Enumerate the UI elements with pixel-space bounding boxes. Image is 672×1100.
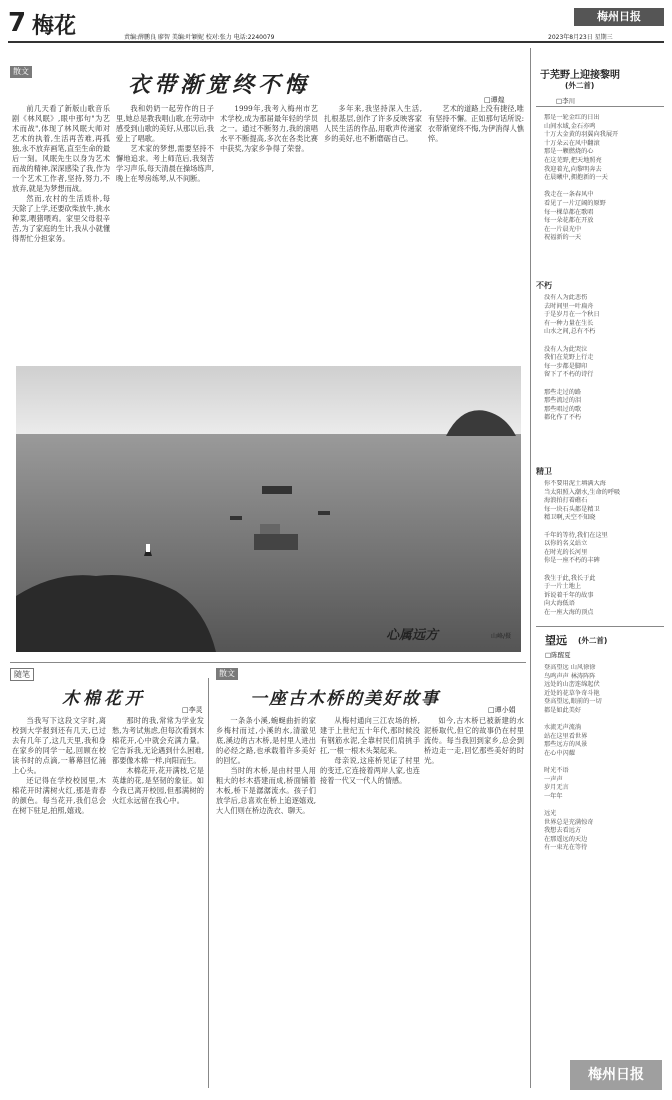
page-header (8, 6, 664, 42)
article1-title: 衣带渐宽终不悔 (128, 72, 311, 98)
article1-paragraph: 前几天看了新版山歌音乐剧《林风眠》,眼中那句"为艺术而战",体现了林风眠大师对艺术的执着,生活再苦难,再孤独,永不放弃画笔,直至生命的最后一刻。风眠先生以身为艺术而战的精神,深深感染了我,作为一个艺术工作者,坚持,努力,不放弃,就是为梦想而战。 (12, 104, 110, 193)
poem4-subtitle: (外二首) (578, 636, 608, 645)
article2-author: □李灵 (182, 706, 203, 714)
article3-title: 一座古木桥的美好故事 (250, 689, 440, 709)
article3-paragraph: 母亲说,这座桥见证了村里的变迁,它连接着两岸人家,也连接着一代又一代人的情感。 (320, 756, 420, 785)
article3-paragraph: 一条条小溪,蜿蜒曲折的家乡梅村而过,小溪的水,清澈见底,溪边的古木桥,是村里人进出的必经之路,也承载着许多美好的回忆。 (216, 716, 316, 765)
article1-tag: 散文 (10, 66, 32, 78)
article1-paragraph: 1999年,我考入梅州市艺术学校,成为那届最年轻的学员之一。通过不断努力,我的演唱水平不断提高,多次在各类比赛中获奖,为家乡争得了荣誉。 (220, 104, 318, 153)
article2-title: 木棉花开 (62, 689, 146, 709)
article1-paragraph: 我和奶奶一起劳作的日子里,她总是教我唱山歌,在劳动中感受到山歌的美好,从那以后,我爱上了唱歌。 (116, 104, 214, 143)
header-rule (8, 41, 664, 43)
article2-paragraph: 那时的我,常常为学业发愁,为考试焦虑,但每次看到木棉花开,心中就会充满力量。它告诉我,无论遇到什么困难,都要像木棉一样,向阳而生。 (112, 716, 204, 765)
article1-col4 (324, 104, 422, 354)
poem4-author: □陈醒夏 (545, 651, 571, 659)
article1-paragraph: 艺术的道路上没有捷径,唯有坚持不懈。正如那句话所说:衣带渐宽终不悔,为伊消得人憔悴。 (428, 104, 524, 143)
article1-paragraph: 多年来,我坚持深入生活,扎根基层,创作了许多反映客家人民生活的作品,用歌声传递家乡的美好,也不断磨砺自己。 (324, 104, 422, 143)
photo-graphic (16, 366, 521, 652)
article2-col2 (112, 716, 204, 1096)
editor-credits: 责编:薛鹏良 廖智 美编:叶颖妮 校对:张力 电话:2240079 (124, 34, 275, 41)
poem-rule (536, 106, 664, 107)
newspaper-logo: 梅州日报 (574, 8, 664, 26)
poem-stanza: 登高望远 山风徐徐 鸟鸣声声 林涛阵阵 远处的山峦连绵起伏 近处的花草争奇斗艳 登高望远,眼前的一切 都是如此美好 水流无声流淌 站在这里看世界 那些远方的风景 在心中闪耀 时光不语 一声声 岁月无言 一年年 远光 世界总是充满惊奇 我想去看远方 在那遥远的天边 有一束光在等待 (544, 664, 602, 852)
poem-stanza: 那是一轮金红的日出 山间水域,金石亦鸣 十万大金黄的羽翼向我展开 十万朵云在风中翻滚 那是一颗燃烧的心 在这芜野,把天地照亮 我迎着光,向黎明奔去 在晨曦中,拥抱新的一天 我走在一条春风中 看见了一片辽阔的原野 每一棵草都在歌唱 每一朵花都在开放 在一片晨光中 祝福新的一天 (544, 114, 619, 242)
article3-col3 (424, 716, 524, 1096)
article3-paragraph: 从梅村通向三江农场的桥,建于上世纪五十年代,那时候没有钢筋水泥,全靠村民们肩挑手扛,一根一根木头架起来。 (320, 716, 420, 755)
article2-paragraph: 当我写下这段文字时,离校到大学报到还有几天,已过去有几年了,这几天里,我和身在家乡的同学一起,回顾在校读书时的点滴,一幕幕回忆涌上心头。 (12, 716, 106, 775)
landscape-photo (16, 366, 521, 652)
poem4-title: 望远 (545, 634, 567, 647)
article1-col5 (428, 104, 524, 354)
article1-paragraph: 然而,农村的生活质朴,每天除了上学,还要砍柴放牛,挑水种菜,喂猪喂鸡。家里父母很辛苦,为了家庭的生计,我从小就懂得帮忙分担家务。 (12, 194, 110, 243)
article1-col3 (220, 104, 318, 354)
article2-col1 (12, 716, 106, 1096)
column-divider (208, 678, 209, 1088)
article3-col1 (216, 716, 316, 1096)
article3-author: □谭小娟 (488, 706, 516, 714)
photo-credit: 山峰/摄 (491, 633, 512, 640)
page-number: 7 (8, 8, 27, 38)
article1-paragraph: 艺术家的梦想,需要坚持不懈地追求。考上师范后,我刻苦学习声乐,每天清晨在操场练声,晚上在琴房练琴,从不间断。 (116, 144, 214, 183)
photo-caption: 心属远方 (386, 628, 439, 643)
poem-subtitle: (外二首) (565, 81, 595, 90)
poem-stanza: 没有人为此悲伤 去时间里一叶扁舟 于是岁月在一个秋日 有一种力量在生长 山水之间,总有不朽 没有人为此哭泣 我们在荒野上行走 每一步都是脚印 留下了不朽的诗行 那些走过的路 那些流过的泪 那些唱过的歌 都化作了不朽 (544, 294, 600, 422)
poem-title: 于芜野上迎接黎明 (540, 70, 620, 81)
article2-tag: 随笔 (10, 668, 34, 681)
issue-date: 2023年8月23日 星期三 (548, 34, 613, 41)
article3-col2 (320, 716, 420, 1096)
poem3-title: 精卫 (536, 467, 552, 476)
article1-col1 (12, 104, 110, 354)
article2-paragraph: 木棉花开,花开满枝,它是英雄的花,是坚韧的象征。如今我已离开校园,但那满树的火红永远留在我心中。 (112, 766, 204, 805)
watermark-logo: 梅州日报 (570, 1060, 662, 1090)
article3-paragraph: 当时的木桥,是由村里人用粗大的杉木搭建而成,桥面铺着木板,桥下是潺潺流水。孩子们放学后,总喜欢在桥上追逐嬉戏,大人们则在桥边洗衣、聊天。 (216, 766, 316, 815)
poem-stanza: 你不要用泥土填满大海 当太阳照入潮水,生命的呼吸 海浪拍打着礁石 每一块石头都是精卫 精卫啊,天空不知晓 千年的等待,我们在这里 以你的名义站立 在时光的长河里 你是一座不朽的丰碑 我生于此,我长于此 于一片土地上 诉说着千年的故事 向大海低语 在一座大海的顶点 (544, 480, 621, 616)
section-divider (10, 662, 526, 663)
poem-author: □李川 (556, 97, 576, 105)
article3-paragraph: 如今,古木桥已被新建的水泥桥取代,但它的故事仍在村里流传。每当我回到家乡,总会到桥边走一走,回忆那些美好的时光。 (424, 716, 524, 765)
column-divider (530, 48, 531, 1088)
article2-paragraph: 还记得在学校校园里,木棉花开时满树火红,那是青春的颜色。每当花开,我们总会在树下驻足,拍照,嬉戏。 (12, 776, 106, 815)
poem2-title: 不朽 (536, 281, 552, 290)
article1-col2 (116, 104, 214, 354)
section-title: 梅花 (32, 14, 77, 39)
article3-tag: 散文 (216, 668, 238, 680)
article1-author: □谭煌 (484, 96, 505, 104)
section-divider (536, 626, 664, 627)
